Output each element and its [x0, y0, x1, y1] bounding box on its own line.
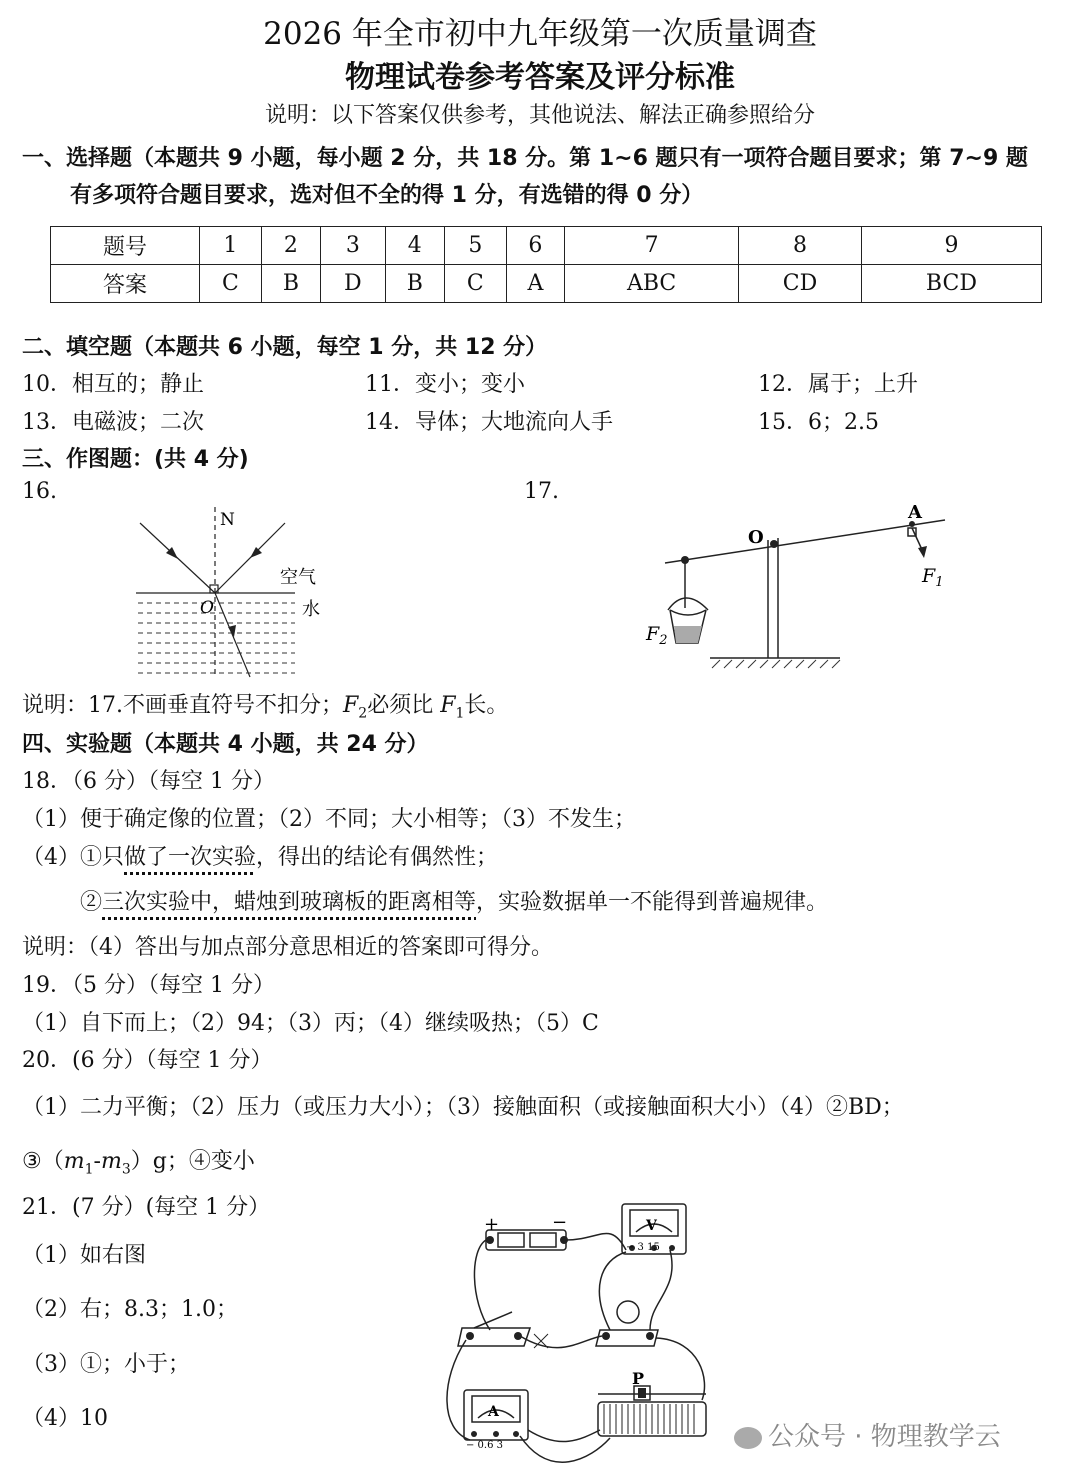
slider-p-label: P — [632, 1369, 645, 1388]
section1-heading-line2: 有多项符合题目要求，选对但不全的得 1 分，有选错的得 0 分） — [70, 183, 704, 208]
q18-line1: （1）便于确定像的位置；（2）不同；大小相等；（3）不发生； — [22, 807, 636, 832]
answer-10: 10．相互的；静止 — [22, 372, 204, 397]
page-title: 2026 年全市初中九年级第一次质量调查 — [263, 16, 817, 52]
q18-note: 说明：（4）答出与加点部分意思相近的答案即可得分。 — [22, 935, 553, 960]
battery-minus-label: − — [552, 1212, 568, 1233]
q21-line3: （3）①；小于； — [22, 1352, 190, 1377]
q21-line1: （1）如右图 — [22, 1243, 146, 1268]
answer-11: 11．变小；变小 — [365, 372, 525, 397]
question-17-label: 17. — [524, 479, 559, 504]
page-subtitle: 物理试卷参考答案及评分标准 — [345, 60, 735, 95]
refraction-diagram — [130, 505, 330, 680]
answer-12: 12．属于；上升 — [758, 372, 918, 397]
q20-heading: 20．(6 分）（每空 1 分） — [22, 1048, 273, 1073]
question-16-label: 16. — [22, 479, 57, 504]
table-cell: 9 — [861, 227, 1041, 265]
table-row-questions — [51, 227, 1042, 265]
air-label: 空气 — [280, 567, 316, 588]
q18-line2: （4）①只做了一次实验，得出的结论有偶然性； — [22, 845, 499, 870]
table-header-cell: 题号 — [51, 227, 200, 265]
lever-diagram — [640, 498, 960, 673]
table-cell: D — [321, 265, 385, 303]
table-cell: 5 — [444, 227, 506, 265]
normal-label: N — [220, 510, 235, 530]
section4-heading: 四、实验题（本题共 4 小题，共 24 分） — [22, 732, 429, 757]
q19-line1: （1）自下而上；（2）94；（3）丙；（4）继续吸热；（5）C — [22, 1011, 599, 1036]
ammeter-label: A — [488, 1404, 499, 1420]
section3-note: 说明：17.不画垂直符号不扣分；$F_2$必须比 $F_1$长。 — [22, 693, 509, 722]
force-f2-label: $F_2$ — [646, 623, 668, 648]
q21-line2: （2）右；8.3；1.0； — [22, 1297, 238, 1322]
table-header-cell: 答案 — [51, 265, 200, 303]
table-cell: CD — [739, 265, 862, 303]
table-cell: A — [506, 265, 564, 303]
battery-plus-label: + — [484, 1214, 500, 1235]
water-label: 水 — [302, 599, 320, 620]
q21-line4: （4）10 — [22, 1406, 108, 1431]
header-note: 说明：以下答案仅供参考，其他说法、解法正确参照给分 — [264, 103, 815, 128]
point-a-label: A — [908, 502, 922, 523]
table-cell: C — [200, 265, 262, 303]
q18-line3: ②三次实验中，蜡烛到玻璃板的距离相等，实验数据单一不能得到普遍规律。 — [80, 890, 829, 915]
answer-13: 13．电磁波；二次 — [22, 410, 204, 435]
table-cell: C — [444, 265, 506, 303]
answer-14: 14．导体；大地流向人手 — [365, 410, 613, 435]
table-cell: B — [385, 265, 444, 303]
q21-heading: 21．(7 分）(每空 1 分） — [22, 1195, 271, 1220]
ammeter-terminals: − 0.6 3 — [466, 1440, 504, 1451]
q19-heading: 19．（5 分）（每空 1 分） — [22, 973, 275, 998]
answer-table — [50, 226, 1042, 303]
q20-line1: （1）二力平衡；（2）压力（或压力大小）；（3）接触面积（或接触面积大小）（4）②BD； — [22, 1095, 904, 1120]
watermark: 公众号 · 物理教学云 — [734, 1416, 1001, 1453]
section3-heading: 三、作图题：(共 4 分) — [22, 447, 249, 472]
table-cell: 8 — [739, 227, 862, 265]
table-cell: BCD — [861, 265, 1041, 303]
table-cell: 2 — [261, 227, 320, 265]
q20-line2: $③(m_1-m_3)g$；④变小 — [22, 1149, 255, 1178]
table-cell: 6 — [506, 227, 564, 265]
table-cell: ABC — [565, 265, 739, 303]
force-f1-label: $F_1$ — [922, 565, 944, 590]
voltmeter-label: V — [646, 1218, 657, 1234]
q18-heading: 18．（6 分）（每空 1 分） — [22, 769, 275, 794]
table-cell: 1 — [200, 227, 262, 265]
voltmeter-terminals: − 3 15 — [626, 1242, 660, 1253]
answer-15: 15．6；2.5 — [758, 410, 879, 435]
q18-dotted-phrase-1: 做了一次实验 — [124, 845, 257, 870]
table-row-answers — [51, 265, 1042, 303]
section2-heading: 二、填空题（本题共 6 小题，每空 1 分，共 12 分） — [22, 335, 548, 360]
table-cell: 3 — [321, 227, 385, 265]
circuit-diagram — [440, 1190, 730, 1470]
point-o-label: O — [200, 598, 214, 618]
table-cell: 4 — [385, 227, 444, 265]
pivot-o-label: O — [748, 527, 764, 548]
table-cell: B — [261, 265, 320, 303]
section1-heading-line1: 一、选择题（本题共 9 小题，每小题 2 分，共 18 分。第 1~6 题只有一项符合题目要求；第 7~9 题 — [22, 146, 1028, 171]
wechat-icon — [734, 1427, 762, 1449]
q18-dotted-phrase-2: 三次实验中，蜡烛到玻璃板的距离相等 — [102, 890, 477, 915]
table-cell: 7 — [565, 227, 739, 265]
